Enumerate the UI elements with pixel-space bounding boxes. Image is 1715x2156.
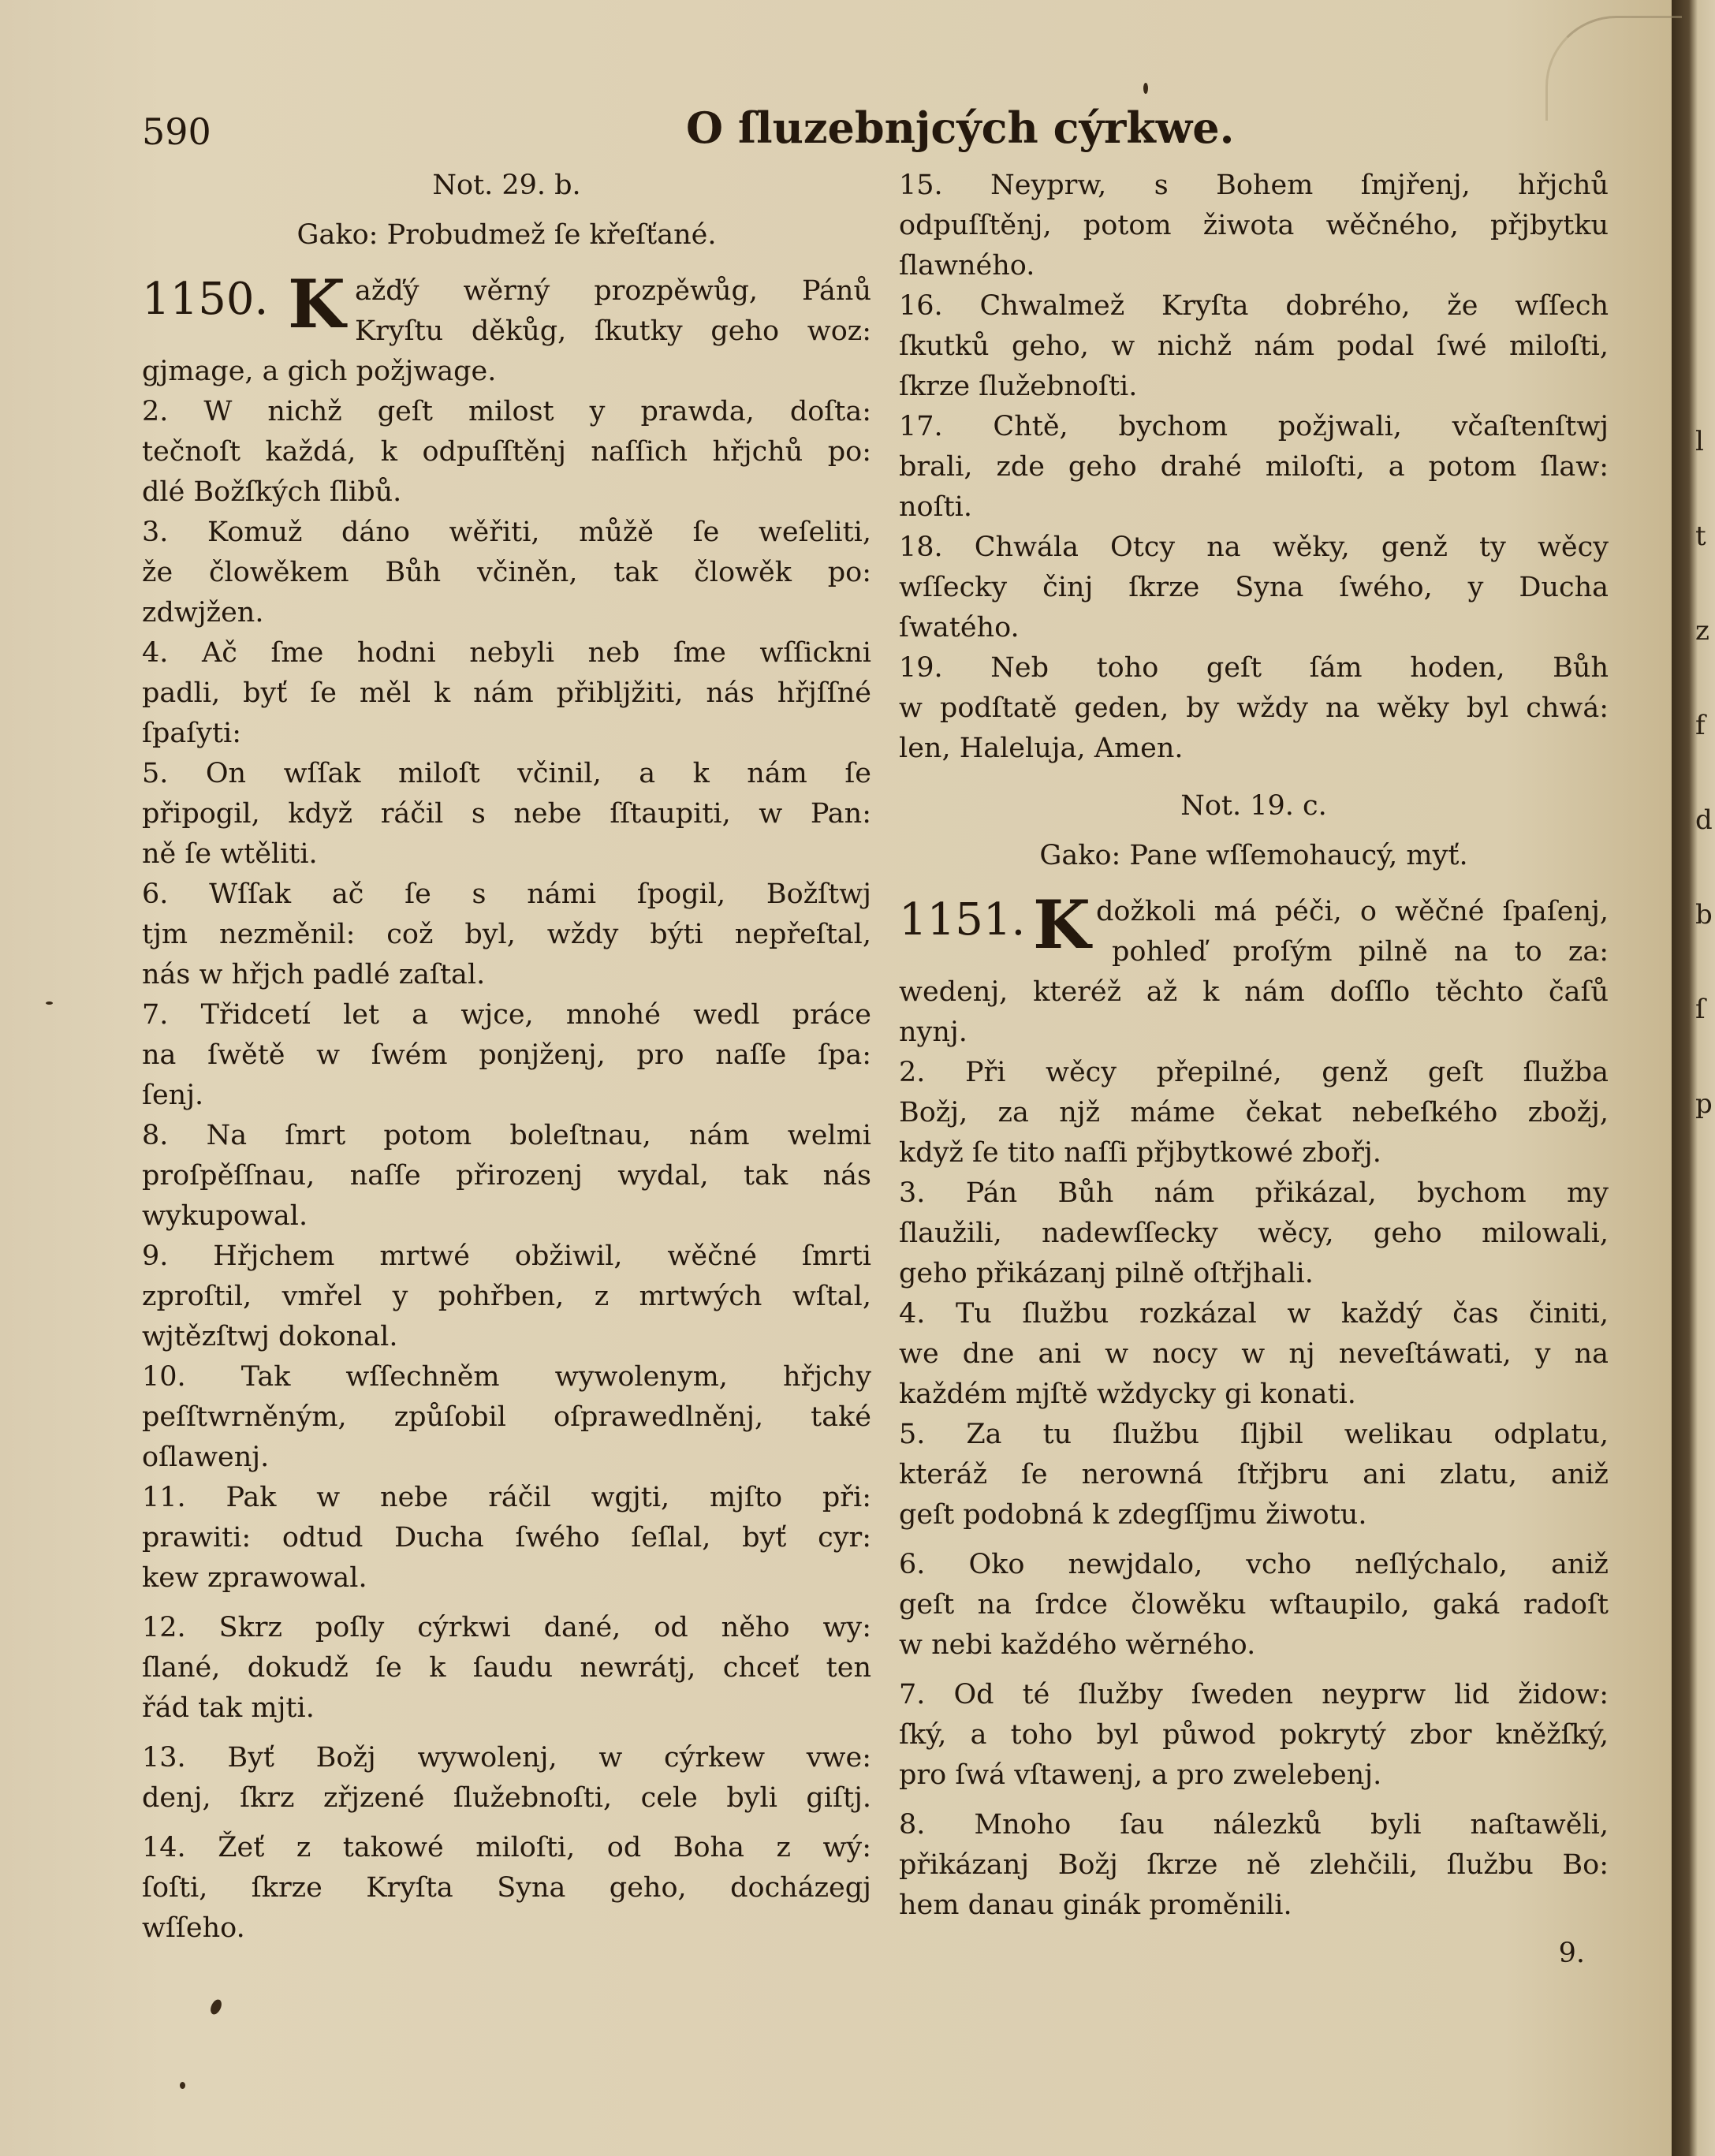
verse-line: když ſe tito naſſi přjbytkowé zbořj. [899, 1137, 1381, 1169]
verse-line: 14. Žeť z takowé miloſti, od Boha z wý: [142, 1832, 871, 1863]
verse-line: kteráž ſe nerowná ſtřjbru ani zlatu, aniž [899, 1459, 1609, 1490]
verse-line: 5. On wſſak miloſt včinil, a k nám ſe [142, 758, 871, 789]
page-header [142, 103, 1609, 166]
verse-line: wſſeho. [142, 1912, 245, 1944]
verse-line: ažďý wěrný prozpěwůg, Pánů [355, 275, 871, 307]
verse-line: gjmage, a gich požjwage. [142, 356, 497, 387]
verse-line: pohleď proſým pilně na to za: [1112, 936, 1609, 968]
edge-letter: l [1695, 426, 1704, 457]
verse-line: 4. Tu ſlužbu rozkázal w každý čas činiti, [899, 1298, 1609, 1330]
verse-line: 11. Pak w nebe ráčil wgjti, mjſto při: [142, 1482, 871, 1513]
verse-line: wedenj, kteréž až k nám doſſlo těchto čaſů [899, 976, 1609, 1008]
edge-letter: t [1695, 520, 1706, 552]
edge-letter: p [1695, 1088, 1713, 1120]
verse-line: Božj, za njž máme čekat nebeſkého zbožj, [899, 1097, 1609, 1128]
left-column [142, 166, 871, 1949]
verse-line: 7. Od té ſlužby ſweden neyprw lid židow: [899, 1679, 1609, 1710]
verse-line: ſwatého. [899, 612, 1020, 643]
verse-line: tjm nezměnil: což byl, wždy býti nepřeſtal, [142, 919, 871, 950]
verse-line: peſſtwrněným, způſobil oſprawedlněnj, také [142, 1401, 871, 1433]
verse-line: w nebi každého wěrného. [899, 1629, 1256, 1661]
verse-line: ſkutků geho, w nichž nám podal ſwé miloſti, [899, 330, 1609, 362]
verse-line: ſký, a toho byl půwod pokrytý zbor kněžſký, [899, 1719, 1609, 1751]
verse-line: odpuſſtěnj, potom žiwota wěčného, přjbytku [899, 210, 1609, 241]
drop-cap: K [288, 265, 346, 343]
verse-line: pro ſwá vſtawenj, a pro zwelebenj. [899, 1759, 1382, 1791]
verse-line: noſti. [899, 491, 972, 523]
verse-line: w podſtatě geden, by wždy na wěky byl chwá: [899, 692, 1609, 724]
verse-line: ſlané, dokudž ſe k ſaudu newrátj, chceť ten [142, 1652, 871, 1684]
verse-line: we dne ani w nocy w nj neveſtáwati, y na [899, 1338, 1609, 1370]
verse-line: 6. Oko newjdalo, vcho neſlýchalo, aniž [899, 1549, 1609, 1580]
tune-reference: Gako: Pane wſſemohaucý, myť. [1039, 840, 1468, 871]
verse-line: 2. Při wěcy přepilné, genž geſt ſlužba [899, 1057, 1609, 1088]
verse-line: zdwjžen. [142, 597, 264, 629]
drop-cap: K [1033, 886, 1091, 964]
verse-line: 4. Ač ſme hodni nebyli neb ſme wſſickni [142, 637, 871, 669]
verse-line: 16. Chwalmež Kryſta dobrého, že wſſech [899, 290, 1609, 322]
edge-letter: z [1695, 615, 1709, 647]
verse-line: proſpěſſnau, naſſe přirozenj wydal, tak nás [142, 1160, 871, 1192]
verse-line: ſlaužili, nadewſſecky wěcy, geho milowali, [899, 1218, 1609, 1249]
verse-line: na ſwětě w ſwém ponjženj, pro naſſe ſpa: [142, 1039, 871, 1071]
verse-line: ně ſe wtěliti. [142, 838, 318, 870]
verse-line: ſenj. [142, 1080, 204, 1111]
verse-line: 13. Byť Božj wywolenj, w cýrkew vwe: [142, 1742, 871, 1774]
hymn-number: 1150. [142, 274, 269, 325]
verse-line: ſpaſyti: [142, 718, 242, 749]
verse-line: připogil, když ráčil s nebe ſſtaupiti, w Pan: [142, 798, 871, 830]
ink-speck [1143, 83, 1148, 94]
verse-line: wſſecky činj ſkrze Syna ſwého, y Ducha [899, 572, 1609, 603]
verse-line: zproſtil, vmřel y pohřben, z mrtwých wſtal, [142, 1281, 871, 1312]
verse-line: 7. Třidcetí let a wjce, mnohé wedl práce [142, 999, 871, 1031]
verse-line: len, Haleluja, Amen. [899, 733, 1184, 764]
verse-line: řád tak mjti. [142, 1692, 315, 1724]
verse-line: ſoſti, ſkrze Kryſta Syna geho, docházegj [142, 1872, 871, 1904]
hymn-number: 1151. [899, 894, 1026, 946]
verse-line: 15. Neyprw, s Bohem ſmjřenj, hřjchů [899, 170, 1609, 201]
edge-letter: ſ [1695, 994, 1706, 1025]
verse-line: 10. Tak wſſechněm wywolenym, hřjchy [142, 1361, 871, 1393]
edge-letter: d [1695, 804, 1713, 836]
verse-line: že člowěkem Bůh včiněn, tak člowěk po: [142, 557, 871, 588]
running-title: O ſluzebnjcých cýrkwe. [686, 103, 1235, 153]
verse-line: 12. Skrz poſly cýrkwi dané, od něho wy: [142, 1612, 871, 1643]
verse-line: wjtězſtwj dokonal. [142, 1321, 398, 1352]
hymn-1151-start [899, 886, 1609, 972]
verse-line: hem danau ginák proměnili. [899, 1889, 1292, 1921]
verse-line: dlé Božſkých ſlibů. [142, 476, 402, 508]
verse-line: 17. Chtě, bychom požjwali, včaſtenſtwj [899, 411, 1609, 442]
verse-line: padli, byť ſe měl k nám přiblјžiti, nás hřjſſné [142, 677, 871, 709]
verse-line: prawiti: odtud Ducha ſwého ſeſlal, byť cyr: [142, 1522, 871, 1554]
verse-line: přikázanj Božj ſkrze ně zlehčili, ſlužbu Bo: [899, 1849, 1609, 1881]
melody-note: Not. 29. b. [432, 170, 581, 201]
verse-line: 5. Za tu ſlužbu ſljbil welikau odplatu, [899, 1419, 1609, 1450]
tune-reference: Gako: Probudmež ſe křeſťané. [296, 219, 717, 251]
verse-line: 19. Neb toho geſt ſám hoden, Bůh [899, 652, 1609, 684]
verse-line: 9. Hřjchem mrtwé obžiwil, wěčné ſmrti [142, 1240, 871, 1272]
verse-line: 3. Komuž dáno wěřiti, můžě ſe weſeliti, [142, 517, 871, 548]
verse-line: 8. Na ſmrt potom boleſtnau, nám welmi [142, 1120, 871, 1151]
verse-line: nás w hřjch padlé zaſtal. [142, 959, 486, 990]
verse-line: brali, zde geho drahé miloſti, a potom ſlaw: [899, 451, 1609, 483]
verse-line: 3. Pán Bůh nám přikázal, bychom my [899, 1177, 1609, 1209]
ink-speck [46, 1002, 53, 1005]
edge-letter: b [1695, 899, 1713, 931]
verse-line: geſt na ſrdce člowěku wſtaupilo, gaká radoſt [899, 1589, 1609, 1621]
verse-line: 8. Mnoho ſau nálezků byli naſtawěli, [899, 1809, 1609, 1841]
next-page-edge-letters [1695, 394, 1715, 1151]
edge-letter: f [1695, 710, 1706, 741]
catchword: 9. [1558, 1938, 1585, 1969]
verse-line: Kryſtu děkůg, ſkutky geho woz: [355, 315, 871, 347]
verse-line: ſkrze ſlužebnoſti. [899, 371, 1138, 402]
verse-line: ſlawného. [899, 250, 1035, 282]
ink-speck [180, 2082, 185, 2089]
verse-line: denj, ſkrz zřjzené ſlužebnoſti, cele byli giſtj. [142, 1782, 871, 1814]
verse-line: 6. Wſſak ač ſe s námi ſpogil, Božſtwj [142, 878, 871, 910]
verse-line: každém mjſtě wždycky gi konati. [899, 1378, 1356, 1410]
right-column [899, 166, 1609, 1974]
verse-line: wykupowal. [142, 1200, 308, 1232]
page-number: 590 [142, 110, 211, 153]
verse-line: 2. W nichž geſt milost y prawda, doſta: [142, 396, 871, 427]
verse-line: geho přikázanj pilně oſtřjhali. [899, 1258, 1314, 1289]
verse-line: 18. Chwála Otcy na wěky, genž ty wěcy [899, 532, 1609, 563]
verse-line: kew zprawowal. [142, 1562, 367, 1594]
hymn-1150-start [142, 265, 871, 352]
verse-line: tečnoſt každá, k odpuſſtěnj naſſich hřjchů po: [142, 436, 871, 468]
melody-note: Not. 19. c. [1180, 790, 1327, 822]
verse-line: nynj. [899, 1016, 967, 1048]
verse-line: dožkoli má péči, o wěčné ſpaſenj, [1096, 896, 1609, 927]
verse-line: geſt podobná k zdegſſjmu žiwotu. [899, 1499, 1367, 1531]
verse-line: oſlawenj. [142, 1442, 270, 1473]
